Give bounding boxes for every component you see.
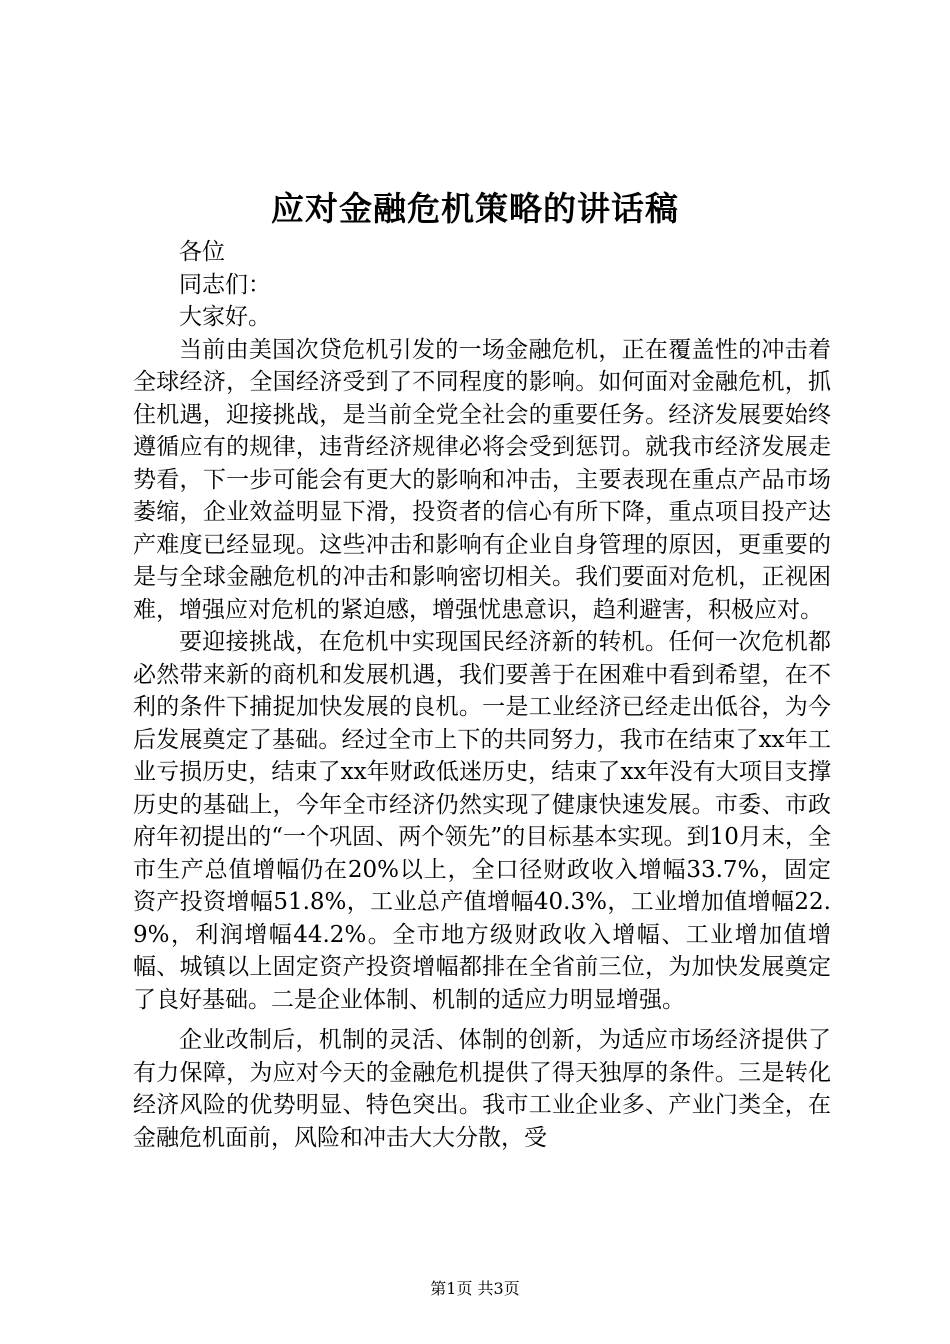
- body-paragraph: 当前由美国次贷危机引发的一场金融危机，正在覆盖性的冲击着全球经济，全国经济受到了不同程度的影响。如何面对金融危机，抓住机遇，迎接挑战，是当前全党全社会的重要任务。经济发展要始终遵循应有的规律，违背经济规律必将会受到惩罚。就我市经济发展走势看，下一步可能会有更大的影响和冲击，主要表现在重点产品市场萎缩，企业效益明显下滑，投资者的信心有所下降，重点项目投产达产难度已经显现。这些冲击和影响有企业自身管理的原因，更重要的是与全球金融危机的冲击和影响密切相关。我们要面对危机，正视困难，增强应对危机的紧迫感，增强忧患意识，趋利避害，积极应对。: [133, 336, 831, 623]
- document-title: 应对金融危机策略的讲话稿: [271, 189, 679, 228]
- body-paragraph: 企业改制后，机制的灵活、体制的创新，为适应市场经济提供了有力保障，为应对今天的金融危机提供了得天独厚的条件。三是转化经济风险的优势明显、特色突出。我市工业企业多、产业门类全，在金融危机面前，风险和冲击大大分散，受: [133, 1027, 831, 1151]
- document-body: [133, 236, 831, 1154]
- page-number-footer: 第1页 共3页: [430, 1279, 520, 1298]
- salutation-line: 各位: [179, 239, 225, 265]
- greeting-line: 大家好。: [179, 304, 271, 330]
- body-paragraph: 要迎接挑战，在危机中实现国民经济新的转机。任何一次危机都必然带来新的商机和发展机遇，我们要善于在困难中看到希望，在不利的条件下捕捉加快发展的良机。一是工业经济已经走出低谷，为今后发展奠定了基础。经过全市上下的共同努力，我市在结束了xx年工业亏损历史，结束了xx年财政低迷历史，结束了xx年没有大项目支撑历史的基础上，今年全市经济仍然实现了健康快速发展。市委、市政府年初提出的“一个巩固、两个领先”的目标基本实现。到10月末，全市生产总值增幅仍在20%以上，全口径财政收入增幅33.7%，固定资产投资增幅51.8%，工业总产值增幅40.3%，工业增加值增幅22.9%，利润增幅44.2%。全市地方级财政收入增幅、工业增加值增幅、城镇以上固定资产投资增幅都排在全省前三位，为加快发展奠定了良好基础。二是企业体制、机制的适应力明显增强。: [133, 629, 831, 1013]
- salutation-line: 同志们：: [179, 271, 271, 298]
